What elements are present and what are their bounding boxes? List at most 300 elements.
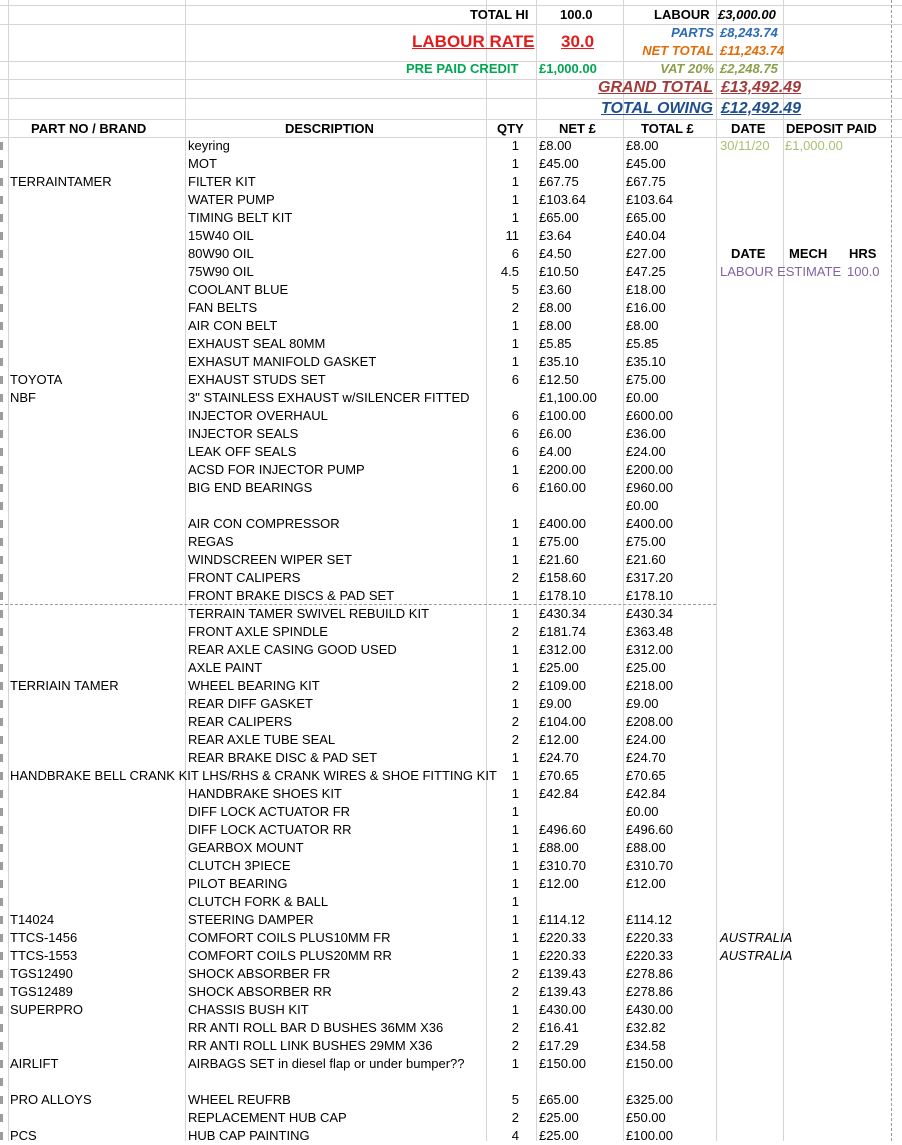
row-marker xyxy=(0,286,3,294)
row-marker xyxy=(0,430,3,438)
cell-qty: 2 xyxy=(511,1110,519,1125)
parts-value: £8,243.74 xyxy=(720,25,778,40)
total-owing-label: TOTAL OWING xyxy=(601,100,713,117)
cell-net: £430.34 xyxy=(539,606,586,621)
cell-net: £65.00 xyxy=(539,210,579,225)
row-marker xyxy=(0,592,3,600)
cell-qty: 2 xyxy=(511,984,519,999)
header-mech: MECH xyxy=(789,246,828,261)
cell-total: £18.00 xyxy=(626,282,666,297)
cell-qty: 1 xyxy=(511,840,519,855)
cell-net: £3.64 xyxy=(539,228,572,243)
cell-total: £278.86 xyxy=(626,984,673,999)
cell-qty: 6 xyxy=(511,246,519,261)
cell-total: £35.10 xyxy=(626,354,666,369)
cell-qty: 1 xyxy=(511,588,519,603)
cell-part-no: TGS12490 xyxy=(10,966,73,981)
cell-part-no: AIRLIFT xyxy=(10,1056,59,1071)
cell-qty: 1 xyxy=(511,462,519,477)
cell-net: £42.84 xyxy=(539,786,579,801)
cell-description: FRONT CALIPERS xyxy=(188,570,301,585)
cell-qty: 1 xyxy=(511,156,519,171)
cell-net: £17.29 xyxy=(539,1038,579,1053)
cell-description: WHEEL REUFRB xyxy=(188,1092,291,1107)
cell-total: £21.60 xyxy=(626,552,666,567)
cell-description: WINDSCREEN WIPER SET xyxy=(188,552,352,567)
cell-total: £24.00 xyxy=(626,444,666,459)
cell-qty: 11 xyxy=(505,228,519,243)
cell-description: COMFORT COILS PLUS20MM RR xyxy=(188,948,392,963)
cell-qty: 1 xyxy=(511,1056,519,1071)
cell-part-no: TERRAINTAMER xyxy=(10,174,112,189)
cell-total: £317.20 xyxy=(626,570,673,585)
row-marker xyxy=(0,322,3,330)
cell-qty: 1 xyxy=(511,804,519,819)
cell-net: £12.00 xyxy=(539,732,579,747)
cell-net: £400.00 xyxy=(539,516,586,531)
header-qty: QTY xyxy=(497,121,524,136)
cell-total: £200.00 xyxy=(626,462,673,477)
cell-description: 80W90 OIL xyxy=(188,246,254,261)
deposit-date: 30/11/20 xyxy=(720,138,770,153)
row-marker xyxy=(0,700,3,708)
cell-net: £104.00 xyxy=(539,714,586,729)
cell-total: £75.00 xyxy=(626,372,666,387)
cell-net: £45.00 xyxy=(539,156,579,171)
cell-description: 15W40 OIL xyxy=(188,228,254,243)
cell-description: TIMING BELT KIT xyxy=(188,210,293,225)
cell-qty: 5 xyxy=(511,282,519,297)
row-marker xyxy=(0,628,3,636)
row-marker xyxy=(0,160,3,168)
cell-description: INJECTOR OVERHAUL xyxy=(188,408,328,423)
cell-description: CHASSIS BUSH KIT xyxy=(188,1002,309,1017)
cell-net: £88.00 xyxy=(539,840,579,855)
cell-net: £8.00 xyxy=(539,318,572,333)
cell-total: £220.33 xyxy=(626,930,673,945)
cell-description: LEAK OFF SEALS xyxy=(188,444,297,459)
cell-net: £75.00 xyxy=(539,534,579,549)
cell-qty: 6 xyxy=(511,372,519,387)
cell-description: RR ANTI ROLL LINK BUSHES 29MM X36 xyxy=(188,1038,433,1053)
cell-total: £5.85 xyxy=(626,336,659,351)
cell-net: £496.60 xyxy=(539,822,586,837)
cell-net: £25.00 xyxy=(539,660,579,675)
cell-total: £75.00 xyxy=(626,534,666,549)
row-marker xyxy=(0,1132,3,1140)
cell-total: £363.48 xyxy=(626,624,673,639)
net-total-label: NET TOTAL xyxy=(642,43,714,58)
cell-description: FRONT AXLE SPINDLE xyxy=(188,624,328,639)
row-marker xyxy=(0,772,3,780)
cell-qty: 1 xyxy=(511,750,519,765)
header-part-no: PART NO / BRAND xyxy=(31,121,147,136)
cell-net: £12.00 xyxy=(539,876,579,891)
cell-qty: 6 xyxy=(511,426,519,441)
labour-rate-label: LABOUR RATE xyxy=(412,32,535,51)
row-marker xyxy=(0,484,3,492)
cell-qty: 2 xyxy=(511,624,519,639)
row-marker xyxy=(0,1114,3,1122)
row-marker xyxy=(0,232,3,240)
cell-net: £24.70 xyxy=(539,750,579,765)
cell-total: £310.70 xyxy=(626,858,673,873)
total-owing-value: £12,492.49 xyxy=(721,100,802,117)
cell-description: FAN BELTS xyxy=(188,300,258,315)
cell-description: WATER PUMP xyxy=(188,192,275,207)
row-marker xyxy=(0,1078,3,1086)
pre-paid-value: £1,000.00 xyxy=(539,61,597,76)
row-marker xyxy=(0,808,3,816)
cell-total: £600.00 xyxy=(626,408,673,423)
header-deposit: DEPOSIT PAID xyxy=(786,121,877,136)
cell-part-no: T14024 xyxy=(10,912,55,927)
cell-qty: 1 xyxy=(511,660,519,675)
row-marker xyxy=(0,880,3,888)
cell-total: £47.25 xyxy=(626,264,666,279)
cell-total: £103.64 xyxy=(626,192,673,207)
cell-net: £158.60 xyxy=(539,570,586,585)
cell-description: COMFORT COILS PLUS10MM FR xyxy=(188,930,391,945)
cell-description: PILOT BEARING xyxy=(188,876,288,891)
cell-qty: 6 xyxy=(511,444,519,459)
cell-description: AXLE PAINT xyxy=(188,660,263,675)
cell-description: MOT xyxy=(188,156,217,171)
cell-net: £3.60 xyxy=(539,282,572,297)
header-date: DATE xyxy=(731,121,766,136)
grand-total-label: GRAND TOTAL xyxy=(598,79,713,96)
cell-qty: 1 xyxy=(511,696,519,711)
cell-net: £67.75 xyxy=(539,174,579,189)
cell-description: EXHAUST SEAL 80MM xyxy=(188,336,326,351)
cell-qty xyxy=(486,389,519,407)
labour-estimate-hrs: 100.0 xyxy=(847,264,880,279)
cell-net: £65.00 xyxy=(539,1092,579,1107)
cell-net: £10.50 xyxy=(539,264,579,279)
cell-description: HANDBRAKE SHOES KIT xyxy=(188,786,342,801)
cell-total: £100.00 xyxy=(626,1128,673,1143)
row-marker xyxy=(0,214,3,222)
cell-net: £8.00 xyxy=(539,300,572,315)
cell-qty: 4.5 xyxy=(500,264,519,279)
cell-description: HUB CAP PAINTING xyxy=(188,1128,310,1143)
row-marker xyxy=(0,610,3,618)
cell-description: FILTER KIT xyxy=(188,174,256,189)
cell-total: £88.00 xyxy=(626,840,666,855)
cell-net: £139.43 xyxy=(539,966,586,981)
cell-net: £5.85 xyxy=(539,336,572,351)
pre-paid-label: PRE PAID CREDIT xyxy=(406,61,519,76)
cell-qty: 1 xyxy=(511,822,519,837)
row-marker xyxy=(0,916,3,924)
cell-description: SHOCK ABSORBER FR xyxy=(188,966,331,981)
cell-description: BIG END BEARINGS xyxy=(188,480,313,495)
cell-description: TERRAIN TAMER SWIVEL REBUILD KIT xyxy=(188,606,430,621)
cell-qty: 1 xyxy=(511,1002,519,1017)
cell-origin: AUSTRALIA xyxy=(720,930,793,945)
cell-qty: 1 xyxy=(511,318,519,333)
cell-description: INJECTOR SEALS xyxy=(188,426,299,441)
cell-qty: 1 xyxy=(511,894,519,909)
cell-total: £220.33 xyxy=(626,948,673,963)
cell-qty: 2 xyxy=(511,570,519,585)
cell-part-no: TERRIAIN TAMER xyxy=(10,678,119,693)
cell-total: £67.75 xyxy=(626,174,666,189)
cell-qty: 1 xyxy=(511,948,519,963)
row-marker xyxy=(0,988,3,996)
cell-qty: 2 xyxy=(511,1020,519,1035)
cell-total: £32.82 xyxy=(626,1020,666,1035)
row-marker xyxy=(0,556,3,564)
cell-description: AIR CON COMPRESSOR xyxy=(188,516,340,531)
cell-description: 3" STAINLESS EXHAUST w/SILENCER FITTED xyxy=(188,390,470,405)
cell-net: £100.00 xyxy=(539,408,586,423)
cell-total: £45.00 xyxy=(626,156,666,171)
cell-description: SHOCK ABSORBER RR xyxy=(188,984,332,999)
row-marker xyxy=(0,304,3,312)
cell-total: £114.12 xyxy=(626,912,673,927)
cell-part-no: NBF xyxy=(10,390,36,405)
cell-net: £220.33 xyxy=(539,930,586,945)
cell-qty: 2 xyxy=(511,732,519,747)
cell-qty: 1 xyxy=(511,768,519,783)
cell-description: RR ANTI ROLL BAR D BUSHES 36MM X36 xyxy=(188,1020,444,1035)
cell-description: REGAS xyxy=(188,534,234,549)
cell-net: £139.43 xyxy=(539,984,586,999)
row-marker xyxy=(0,664,3,672)
row-marker xyxy=(0,754,3,762)
header-net: NET £ xyxy=(559,121,596,136)
cell-total: £208.00 xyxy=(626,714,673,729)
cell-total: £0.00 xyxy=(626,498,659,513)
cell-total: £50.00 xyxy=(626,1110,666,1125)
cell-total: £34.58 xyxy=(626,1038,666,1053)
header-total: TOTAL £ xyxy=(641,121,694,136)
total-hrs-value: 100.0 xyxy=(560,7,593,22)
cell-description: ACSD FOR INJECTOR PUMP xyxy=(188,462,365,477)
row-marker xyxy=(0,646,3,654)
cell-net: £312.00 xyxy=(539,642,586,657)
cell-qty: 6 xyxy=(511,408,519,423)
cell-net: £6.00 xyxy=(539,426,572,441)
cell-part-no: SUPERPRO xyxy=(10,1002,83,1017)
cell-description: keyring xyxy=(188,138,230,153)
row-marker xyxy=(0,718,3,726)
cell-part-no: TOYOTA xyxy=(10,372,63,387)
cell-qty: 1 xyxy=(511,642,519,657)
row-marker xyxy=(0,862,3,870)
row-marker xyxy=(0,250,3,258)
cell-qty: 5 xyxy=(511,1092,519,1107)
cell-total: £325.00 xyxy=(626,1092,673,1107)
page-break-vertical xyxy=(891,0,892,1141)
cell-qty: 1 xyxy=(511,912,519,927)
row-marker xyxy=(0,448,3,456)
row-marker xyxy=(0,268,3,276)
cell-net: £25.00 xyxy=(539,1128,579,1143)
row-marker xyxy=(0,142,3,150)
cell-total: £150.00 xyxy=(626,1056,673,1071)
row-marker xyxy=(0,1060,3,1068)
cell-description: STEERING DAMPER xyxy=(188,912,314,927)
row-marker xyxy=(0,412,3,420)
cell-total: £0.00 xyxy=(626,390,659,405)
cell-description: DIFF LOCK ACTUATOR RR xyxy=(188,822,352,837)
row-marker xyxy=(0,898,3,906)
cell-qty: 2 xyxy=(511,714,519,729)
cell-net: £200.00 xyxy=(539,462,586,477)
row-marker xyxy=(0,1024,3,1032)
cell-description: CLUTCH 3PIECE xyxy=(188,858,291,873)
row-marker xyxy=(0,844,3,852)
cell-description: 75W90 OIL xyxy=(188,264,254,279)
cell-net: £150.00 xyxy=(539,1056,586,1071)
cell-total: £400.00 xyxy=(626,516,673,531)
parts-label: PARTS xyxy=(671,25,714,40)
cell-net: £35.10 xyxy=(539,354,579,369)
cell-qty: 1 xyxy=(511,210,519,225)
labour-value: £3,000.00 xyxy=(718,7,776,22)
labour-rate-value: 30.0 xyxy=(561,32,595,51)
cell-total: £430.34 xyxy=(626,606,673,621)
cell-qty: 1 xyxy=(511,138,519,153)
cell-description: EXHASUT MANIFOLD GASKET xyxy=(188,354,377,369)
cell-qty: 1 xyxy=(511,174,519,189)
cell-net: £16.41 xyxy=(539,1020,579,1035)
row-marker xyxy=(0,358,3,366)
cell-qty: 1 xyxy=(511,354,519,369)
cell-qty: 1 xyxy=(511,606,519,621)
deposit-amount: £1,000.00 xyxy=(785,138,843,153)
cell-description: REAR BRAKE DISC & PAD SET xyxy=(188,750,378,765)
cell-qty xyxy=(486,1073,519,1091)
cell-net: £310.70 xyxy=(539,858,586,873)
row-marker xyxy=(0,790,3,798)
cell-net: £1,100.00 xyxy=(539,390,597,405)
cell-total: £27.00 xyxy=(626,246,666,261)
cell-net: £4.50 xyxy=(539,246,572,261)
cell-total: £496.60 xyxy=(626,822,673,837)
vat-label: VAT 20% xyxy=(660,61,714,76)
row-marker xyxy=(0,934,3,942)
cell-net: £109.00 xyxy=(539,678,586,693)
cell-qty: 2 xyxy=(511,966,519,981)
cell-description: REAR CALIPERS xyxy=(188,714,293,729)
cell-description: CLUTCH FORK & BALL xyxy=(188,894,329,909)
cell-description: AIR CON BELT xyxy=(188,318,278,333)
cell-net: £430.00 xyxy=(539,1002,586,1017)
cell-total: £178.10 xyxy=(626,588,673,603)
cell-qty: 1 xyxy=(511,876,519,891)
row-marker xyxy=(0,196,3,204)
cell-total: £0.00 xyxy=(626,804,659,819)
cell-qty: 1 xyxy=(511,534,519,549)
cell-description: WHEEL BEARING KIT xyxy=(188,678,320,693)
cell-total: £70.65 xyxy=(626,768,666,783)
cell-total: £430.00 xyxy=(626,1002,673,1017)
cell-net: £4.00 xyxy=(539,444,572,459)
row-marker xyxy=(0,178,3,186)
cell-total: £218.00 xyxy=(626,678,673,693)
cell-description: AIRBAGS SET in diesel flap or under bumper?? xyxy=(188,1056,465,1071)
cell-total: £24.00 xyxy=(626,732,666,747)
cell-description: GEARBOX MOUNT xyxy=(188,840,304,855)
cell-part-no: PCS xyxy=(10,1128,37,1143)
cell-description: REAR AXLE CASING GOOD USED xyxy=(188,642,397,657)
cell-total: £960.00 xyxy=(626,480,673,495)
row-marker xyxy=(0,970,3,978)
cell-net: £25.00 xyxy=(539,1110,579,1125)
row-marker xyxy=(0,952,3,960)
row-marker xyxy=(0,682,3,690)
cell-total: £24.70 xyxy=(626,750,666,765)
cell-qty: 1 xyxy=(511,786,519,801)
cell-description: EXHAUST STUDS SET xyxy=(188,372,326,387)
cell-net: £9.00 xyxy=(539,696,572,711)
cell-qty: 6 xyxy=(511,480,519,495)
cell-description: REPLACEMENT HUB CAP xyxy=(188,1110,347,1125)
cell-total: £12.00 xyxy=(626,876,666,891)
cell-qty: 1 xyxy=(511,336,519,351)
cell-total: £278.86 xyxy=(626,966,673,981)
row-marker xyxy=(0,574,3,582)
row-marker xyxy=(0,1096,3,1104)
vat-value: £2,248.75 xyxy=(720,61,778,76)
cell-qty: 2 xyxy=(511,300,519,315)
cell-qty xyxy=(486,497,519,515)
row-marker xyxy=(0,538,3,546)
cell-qty: 1 xyxy=(511,192,519,207)
cell-part-no: TTCS-1553 xyxy=(10,948,78,963)
cell-description: COOLANT BLUE xyxy=(188,282,289,297)
header-date-2: DATE xyxy=(731,246,766,261)
labour-label: LABOUR xyxy=(654,7,710,22)
cell-qty: 2 xyxy=(511,1038,519,1053)
cell-qty: 1 xyxy=(511,552,519,567)
cell-part-no: HANDBRAKE BELL CRANK KIT LHS/RHS & CRANK WIRES & SHOE FITTING KIT xyxy=(10,768,497,783)
cell-net: £12.50 xyxy=(539,372,579,387)
cell-qty: 1 xyxy=(511,516,519,531)
row-marker xyxy=(0,1042,3,1050)
cell-total: £40.04 xyxy=(626,228,666,243)
cell-total: £16.00 xyxy=(626,300,666,315)
cell-part-no: TTCS-1456 xyxy=(10,930,78,945)
row-marker xyxy=(0,736,3,744)
cell-net: £8.00 xyxy=(539,138,572,153)
cell-total: £8.00 xyxy=(626,318,659,333)
cell-net: £21.60 xyxy=(539,552,579,567)
cell-total: £9.00 xyxy=(626,696,659,711)
labour-estimate-label: LABOUR ESTIMATE xyxy=(720,264,842,279)
total-hrs-label: TOTAL HI xyxy=(470,7,529,22)
cell-qty: 1 xyxy=(511,930,519,945)
row-marker xyxy=(0,520,3,528)
cell-part-no: TGS12489 xyxy=(10,984,73,999)
row-marker xyxy=(0,394,3,402)
row-marker xyxy=(0,502,3,510)
cell-net: £160.00 xyxy=(539,480,586,495)
cell-net: £114.12 xyxy=(539,912,586,927)
row-marker xyxy=(0,340,3,348)
header-description: DESCRIPTION xyxy=(285,121,374,136)
cell-total: £42.84 xyxy=(626,786,666,801)
cell-total: £312.00 xyxy=(626,642,673,657)
cell-part-no: PRO ALLOYS xyxy=(10,1092,92,1107)
cell-qty: 1 xyxy=(511,858,519,873)
net-total-value: £11,243.74 xyxy=(720,43,785,58)
cell-description: FRONT BRAKE DISCS & PAD SET xyxy=(188,588,395,603)
cell-description: REAR AXLE TUBE SEAL xyxy=(188,732,336,747)
